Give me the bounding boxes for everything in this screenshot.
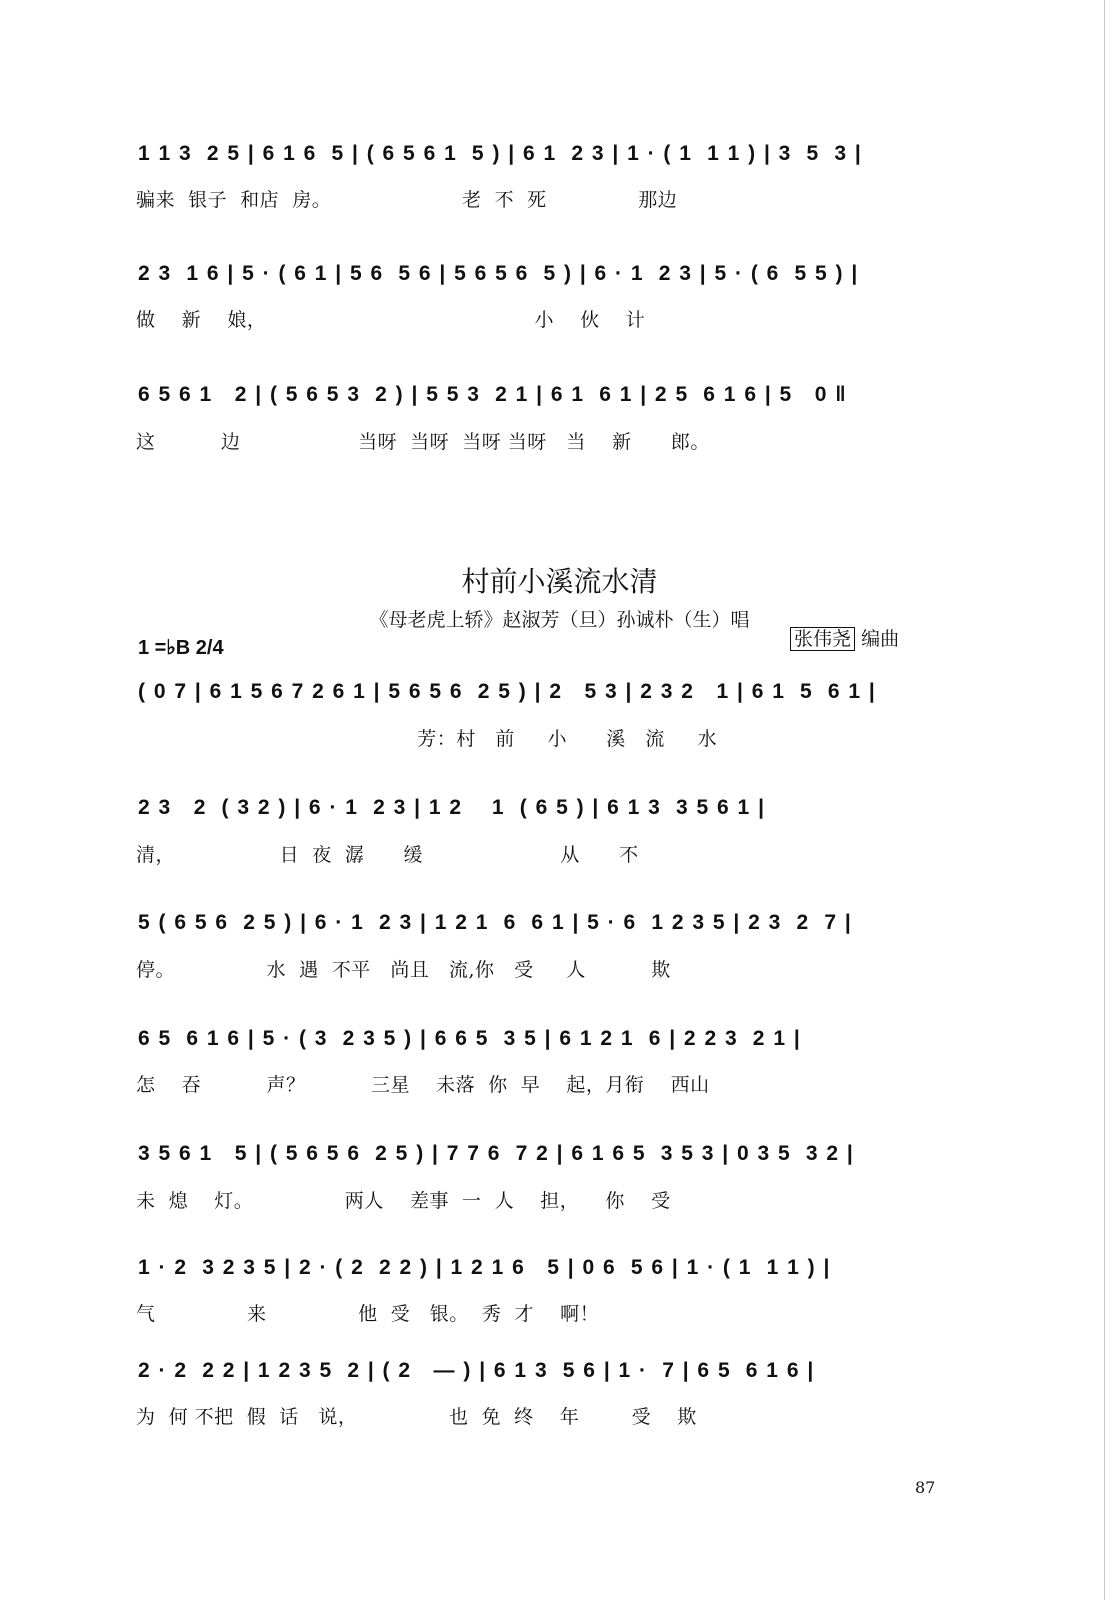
notation-line: 6 5 6 1 2 | ( 5 6 5 3 2 ) | 5 5 3 2 1 | 6 1 6 1 | 2 5 6 1 6 | 5 0 ‖ [138,383,848,406]
notation-line: 1 · 2 3 2 3 5 | 2 · ( 2 2 2 ) | 1 2 1 6 5 | 0 6 5 6 | 1 · ( 1 1 1 ) | [138,1256,831,1279]
notation-line: 6 5 6 1 6 | 5 · ( 3 2 3 5 ) | 6 6 5 3 5 | 6 1 2 1 6 | 2 2 3 2 1 | [138,1027,802,1050]
lyrics-line: 气 来 他 受 银。 秀 才 啊！ [136,1303,600,1325]
lyrics-line: 芳：村 前 小 溪 流 水 [136,728,718,750]
notation-line: 3 5 6 1 5 | ( 5 6 5 6 2 5 ) | 7 7 6 7 2 | 6 1 6 5 3 5 3 | 0 3 5 3 2 | [138,1142,855,1165]
lyrics-line: 清， 日 夜 潺 缓 从 不 [136,844,639,866]
page-edge-line [1104,0,1105,1600]
notation-line: 2 · 2 2 2 | 1 2 3 5 2 | ( 2 — ) | 6 1 3 5 6 | 1 · 7 | 6 5 6 1 6 | [138,1359,815,1382]
notation-line: ( 0 7 | 6 1 5 6 7 2 6 1 | 5 6 5 6 2 5 ) | 2 5 3 | 2 3 2 1 | 6 1 5 6 1 | [138,680,877,703]
lyrics-line: 这 边 当呀 当呀 当呀 当呀 当 新 郎。 [136,431,710,453]
notation-line: 2 3 1 6 | 5 · ( 6 1 | 5 6 5 6 | 5 6 5 6 5 ) | 6 · 1 2 3 | 5 · ( 6 5 5 ) | [138,262,859,285]
notation-line: 2 3 2 ( 3 2 ) | 6 · 1 2 3 | 1 2 1 ( 6 5 ) | 6 1 3 3 5 6 1 | [138,796,766,819]
song-title: 村前小溪流水清 [461,565,658,598]
lyrics-line: 为 何 不把 假 话 说， 也 免 终 年 受 欺 [136,1406,697,1428]
notation-line: 5 ( 6 5 6 2 5 ) | 6 · 1 2 3 | 1 2 1 6 6 1 | 5 · 6 1 2 3 5 | 2 3 2 7 | [138,911,853,934]
lyrics-line: 怎 吞 声？ 三星 未落 你 早 起，月衔 西山 [136,1074,710,1096]
song-subtitle: 《母老虎上轿》赵淑芳（旦）孙诚朴（生）唱 [369,609,750,631]
composer-name: 张伟尧 [790,627,855,651]
page-number: 87 [915,1478,936,1497]
lyrics-line: 停。 水 遇 不平 尚且 流,你 受 人 欺 [136,959,671,981]
key-signature: 1 =♭B 2/4 [138,637,224,659]
lyrics-line: 骗来 银子 和店 房。 老 不 死 那边 [136,189,678,211]
lyrics-line: 未 熄 灯。 两人 差事 一 人 担， 你 受 [136,1190,671,1212]
composer-credit [790,624,899,651]
notation-line: 1 1 3 2 5 | 6 1 6 5 | ( 6 5 6 1 5 ) | 6 1 2 3 | 1 · ( 1 1 1 ) | 3 5 3 | [138,142,863,165]
lyrics-line: 做 新 娘， 小 伙 计 [136,309,646,331]
composer-role: 编曲 [861,628,900,650]
